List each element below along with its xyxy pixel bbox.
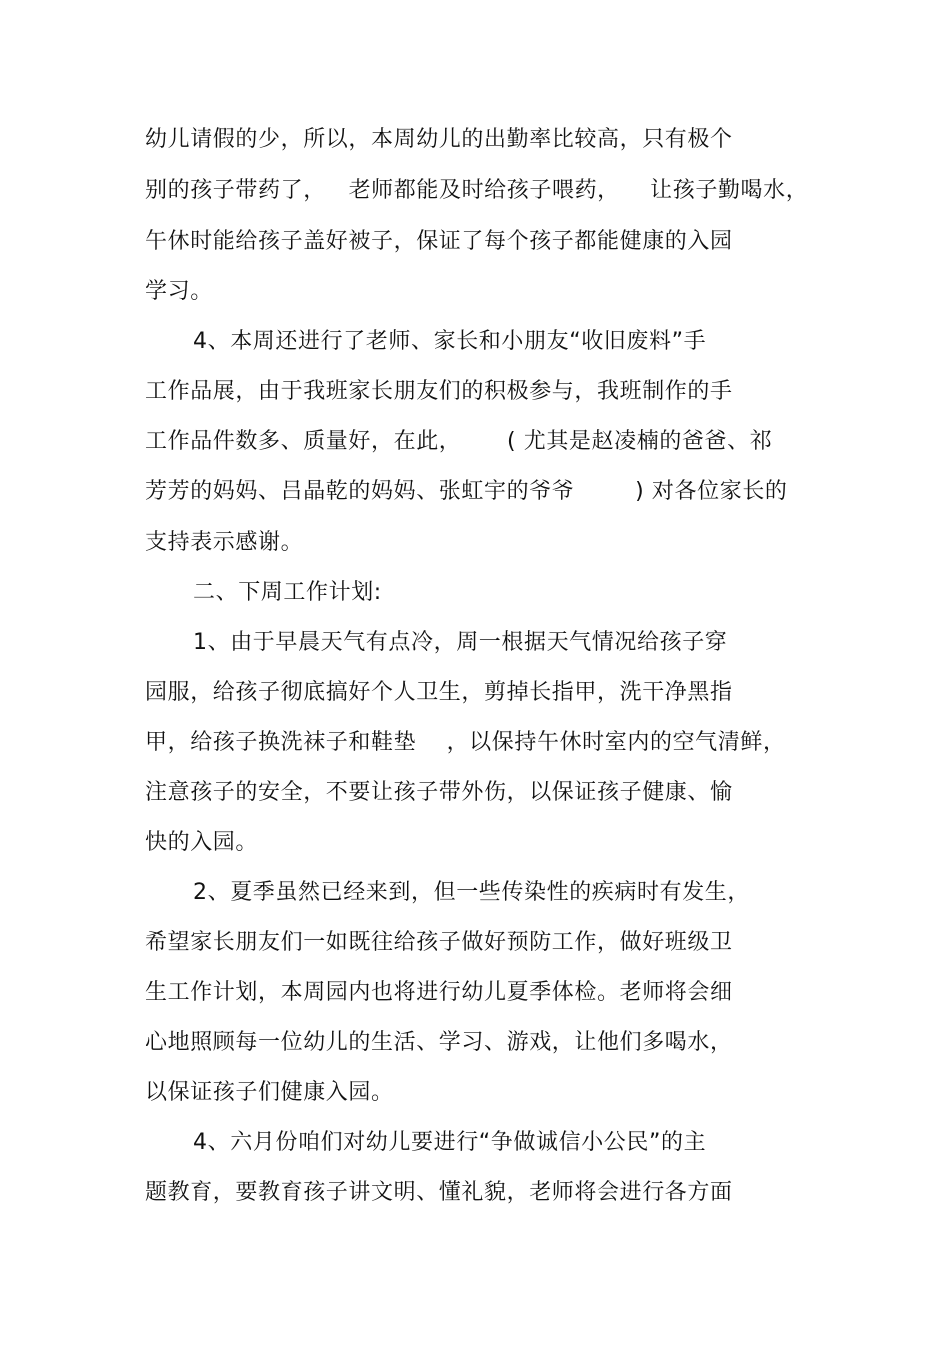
text-line: 幼儿请假的少，所以，本周幼儿的出勤率比较高，只有极个 (145, 127, 733, 152)
text-line: 以保证孩子们健康入园。 (145, 1080, 394, 1105)
text-line: 芳芳的妈妈、吕晶乾的妈妈、张虹宇的爷爷 ) 对各位家长的 (145, 479, 788, 504)
paragraph-start-line: 1、由于早晨天气有点冷，周一根据天气情况给孩子穿 (193, 630, 728, 655)
text-line: 工作品件数多、质量好，在此， ( 尤其是赵凌楠的爸爸、祁 (145, 429, 773, 454)
text-line: 注意孩子的安全，不要让孩子带外伤，以保证孩子健康、愉 (145, 780, 733, 805)
text-line: 题教育，要教育孩子讲文明、懂礼貌，老师将会进行各方面 (145, 1180, 733, 1205)
paragraph-start-line: 4、六月份咱们对幼儿要进行“争做诚信小公民”的主 (193, 1130, 707, 1155)
text-line: 学习。 (145, 279, 213, 304)
text-line: 生工作计划，本周园内也将进行幼儿夏季体检。老师将会细 (145, 980, 733, 1005)
text-line: 园服，给孩子彻底搞好个人卫生，剪掉长指甲，洗干净黑指 (145, 680, 733, 705)
text-line: 希望家长朋友们一如既往给孩子做好预防工作，做好班级卫 (145, 930, 733, 955)
text-line: 工作品展，由于我班家长朋友们的积极参与，我班制作的手 (145, 379, 733, 404)
paragraph-start-line: 4、本周还进行了老师、家长和小朋友“收旧废料”手 (193, 329, 707, 354)
text-line: 快的入园。 (145, 830, 259, 855)
text-line: 别的孩子带药了， 老师都能及时给孩子喂药， 让孩子勤喝水， (145, 178, 809, 203)
text-line: 支持表示感谢。 (145, 530, 304, 555)
text-line: 午休时能给孩子盖好被子，保证了每个孩子都能健康的入园 (145, 229, 733, 254)
text-line: 甲，给孩子换洗袜子和鞋垫 ，以保持午休时室内的空气清鲜， (145, 730, 786, 755)
section-heading: 二、下周工作计划: (193, 580, 382, 605)
paragraph-start-line: 2、夏季虽然已经来到，但一些传染性的疾病时有发生， (193, 880, 750, 905)
text-line: 心地照顾每一位幼儿的生活、学习、游戏，让他们多喝水， (145, 1030, 733, 1055)
